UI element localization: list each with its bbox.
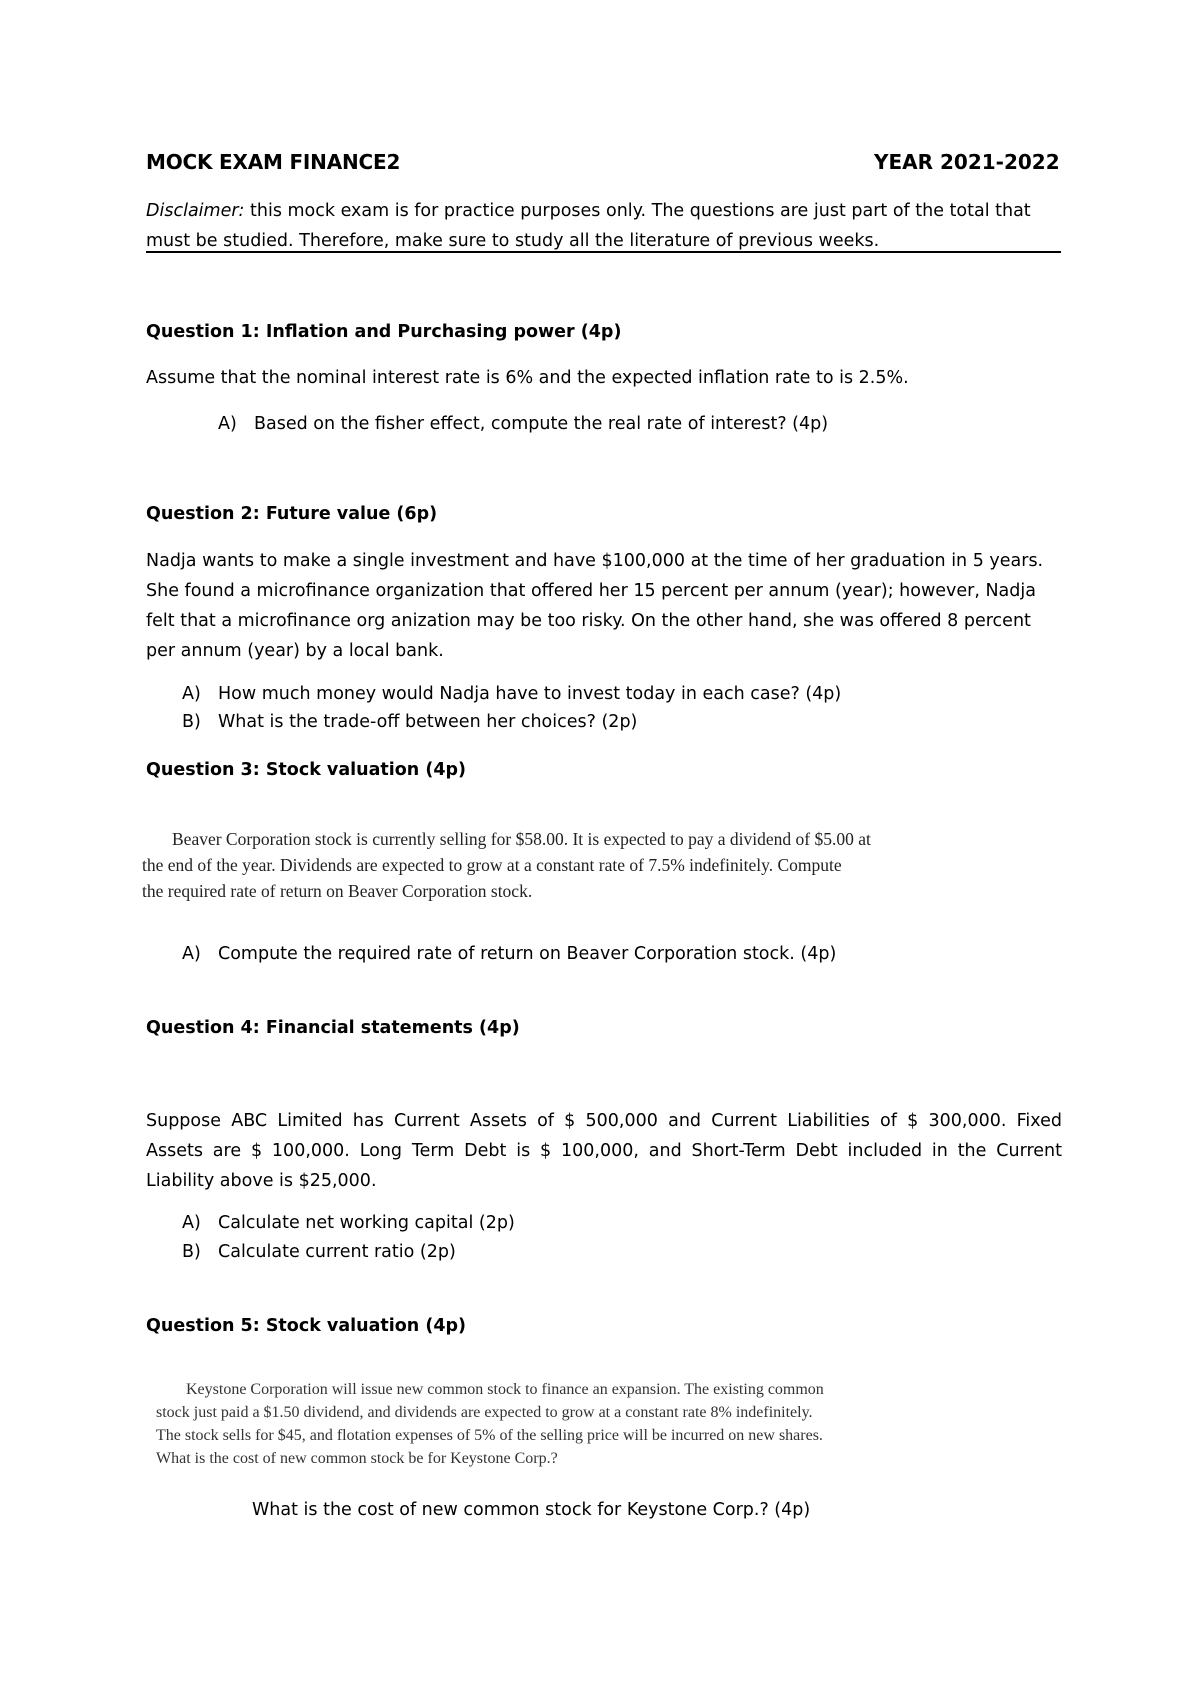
question-4-line-1: Suppose ABC Limited has Current Assets of $ 500,000 and Current Liabilities of $ 300,000. Fixed <box>146 1111 1062 1131</box>
question-1-heading: Question 1: Inflation and Purchasing power (4p) <box>146 322 622 342</box>
question-5-scanned-excerpt <box>156 1378 824 1470</box>
item-marker: B) <box>182 1242 201 1262</box>
scan-line-1: Keystone Corporation will issue new common stock to finance an expansion. The existing common <box>186 1381 824 1398</box>
question-3-scanned-excerpt <box>142 826 871 904</box>
item-marker: A) <box>182 944 201 964</box>
question-4-text <box>146 1106 1062 1196</box>
item-marker: A) <box>218 414 237 434</box>
question-2-line-4: per annum (year) by a local bank. <box>146 641 444 661</box>
question-2-line-3: felt that a microfinance org anization may be too risky. On the other hand, she was offered 8 percent <box>146 611 1031 631</box>
item-text: Calculate current ratio (2p) <box>218 1242 456 1262</box>
question-4-item-a <box>182 1213 515 1233</box>
question-4-item-b <box>182 1242 456 1262</box>
disclaimer <box>146 196 1056 256</box>
header-divider <box>146 251 1061 253</box>
scan-line-1: Beaver Corporation stock is currently selling for $58.00. It is expected to pay a dividend of $5.00 at <box>172 829 871 849</box>
question-1-text: Assume that the nominal interest rate is 6% and the expected inflation rate to is 2.5%. <box>146 368 909 388</box>
disclaimer-label: Disclaimer: <box>146 201 245 221</box>
scan-line-3: the required rate of return on Beaver Corporation stock. <box>142 881 533 901</box>
question-3-heading: Question 3: Stock valuation (4p) <box>146 760 467 780</box>
question-2-line-1: Nadja wants to make a single investment and have $100,000 at the time of her graduation in 5 years. <box>146 551 1044 571</box>
item-marker: B) <box>182 712 201 732</box>
question-1-item-a <box>218 414 828 434</box>
question-2-line-2: She found a microfinance organization that offered her 15 percent per annum (year); however, Nadja <box>146 581 1036 601</box>
question-2-heading: Question 2: Future value (6p) <box>146 504 438 524</box>
question-4-heading: Question 4: Financial statements (4p) <box>146 1018 520 1038</box>
question-4-line-2: Assets are $ 100,000. Long Term Debt is $ 100,000, and Short-Term Debt included in the Current <box>146 1141 1062 1161</box>
question-3-item-a <box>182 944 836 964</box>
exam-title: MOCK EXAM FINANCE2 <box>146 150 401 174</box>
item-marker: A) <box>182 684 201 704</box>
question-2-item-b <box>182 712 637 732</box>
item-marker: A) <box>182 1213 201 1233</box>
question-5-heading: Question 5: Stock valuation (4p) <box>146 1316 467 1336</box>
item-text: What is the trade-off between her choices? (2p) <box>218 712 638 732</box>
question-2-item-a <box>182 684 841 704</box>
scan-line-2: stock just paid a $1.50 dividend, and dividends are expected to grow at a constant rate 8% indefinitely. <box>156 1404 813 1421</box>
scan-line-4: What is the cost of new common stock be for Keystone Corp.? <box>156 1450 558 1467</box>
question-2-text <box>146 546 1064 666</box>
disclaimer-line-1: this mock exam is for practice purposes only. The questions are just part of the total that <box>244 201 1031 221</box>
question-4-line-3: Liability above is $25,000. <box>146 1171 377 1191</box>
item-text: Calculate net working capital (2p) <box>218 1213 515 1233</box>
item-text: Compute the required rate of return on Beaver Corporation stock. (4p) <box>218 944 837 964</box>
scan-line-2: the end of the year. Dividends are expected to grow at a constant rate of 7.5% indefinitely. Compute <box>142 855 842 875</box>
question-5-question: What is the cost of new common stock for Keystone Corp.? (4p) <box>252 1500 811 1520</box>
scan-line-3: The stock sells for $45, and flotation expenses of 5% of the selling price will be incurred on new shares. <box>156 1427 823 1444</box>
disclaimer-line-2: must be studied. Therefore, make sure to study all the literature of previous weeks. <box>146 231 880 251</box>
exam-year: YEAR 2021-2022 <box>874 150 1060 174</box>
item-text: Based on the fisher effect, compute the real rate of interest? (4p) <box>254 414 829 434</box>
item-text: How much money would Nadja have to invest today in each case? (4p) <box>218 684 842 704</box>
